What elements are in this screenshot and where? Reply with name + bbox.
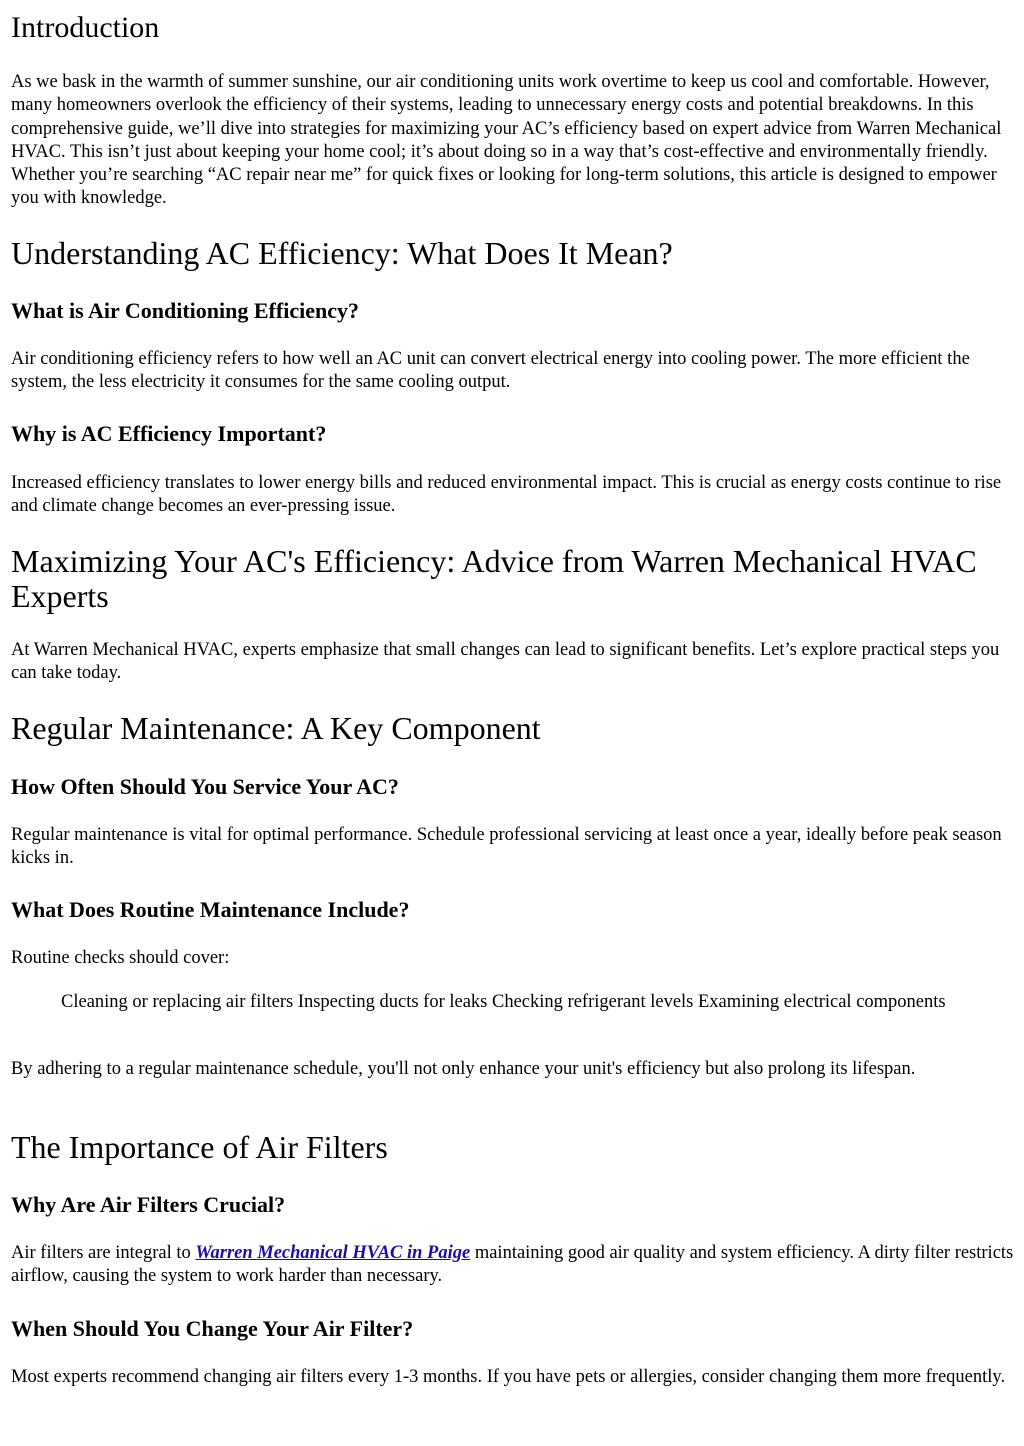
change-filter-heading: When Should You Change Your Air Filter? [11,1316,414,1341]
filters-crucial-paragraph [11,1242,1021,1289]
filters-crucial-text-after: maintaining good air quality and system efficiency. A dirty filter restricts airflow, causing the system to work harder than necessary. [11,1243,1014,1287]
routine-checklist: Cleaning or replacing air filters Inspecting ducts for leaks Checking refrigerant levels Examining electrical components [61,992,946,1012]
why-efficiency-paragraph: Increased efficiency translates to lower energy bills and reduced environmental impact. This is crucial as energy costs continue to rise and climate change becomes an ever-pressing issue. [11,473,1002,517]
air-filters-heading: The Importance of Air Filters [11,1129,388,1165]
routine-maintenance-heading: What Does Routine Maintenance Include? [11,897,410,922]
maximizing-heading: Maximizing Your AC's Efficiency: Advice from Warren Mechanical HVAC Experts [11,543,977,614]
maintenance-heading: Regular Maintenance: A Key Component [11,710,541,746]
maximizing-paragraph: At Warren Mechanical HVAC, experts emphasize that small changes can lead to significant benefits. Let’s explore practical steps you can take today. [11,640,1000,684]
filters-crucial-text-before: Air filters are integral to [11,1243,196,1263]
what-is-efficiency-heading: What is Air Conditioning Efficiency? [11,298,359,323]
change-filter-paragraph: Most experts recommend changing air filters every 1-3 months. If you have pets or allergies, consider changing them more frequently. [11,1367,1006,1387]
filters-crucial-heading: Why Are Air Filters Crucial? [11,1192,286,1217]
routine-closing-paragraph: By adhering to a regular maintenance schedule, you'll not only enhance your unit's efficiency but also prolong its lifespan. [11,1059,916,1079]
why-efficiency-heading: Why is AC Efficiency Important? [11,421,327,446]
warren-mechanical-link[interactable]: Warren Mechanical HVAC in Paige [195,1243,471,1263]
service-frequency-paragraph: Regular maintenance is vital for optimal performance. Schedule professional servicing at least once a year, ideally before peak season kicks in. [11,825,1002,869]
service-frequency-heading: How Often Should You Service Your AC? [11,774,399,799]
intro-paragraph: As we bask in the warmth of summer sunshine, our air conditioning units work overtime to keep us cool and comfortable. However, many homeowners overlook the efficiency of their systems, leading to unnecessary energy costs and potential breakdowns. In this comprehensive guide, we’ll dive into strategies for maximizing your AC’s efficiency based on expert advice from Warren Mechanical HVAC. This isn’t just about keeping your home cool; it’s about doing so in a way that’s cost-effective and environmentally friendly. Whether you’re searching “AC repair near me” for quick fixes or looking for long-term solutions, this article is designed to empower you with knowledge. [11,72,1002,209]
intro-heading: Introduction [11,11,160,44]
understanding-heading: Understanding AC Efficiency: What Does It Mean? [11,235,673,271]
what-is-efficiency-paragraph: Air conditioning efficiency refers to how well an AC unit can convert electrical energy into cooling power. The more efficient the system, the less electricity it consumes for the same cooling output. [11,349,970,393]
routine-intro: Routine checks should cover: [11,948,230,968]
